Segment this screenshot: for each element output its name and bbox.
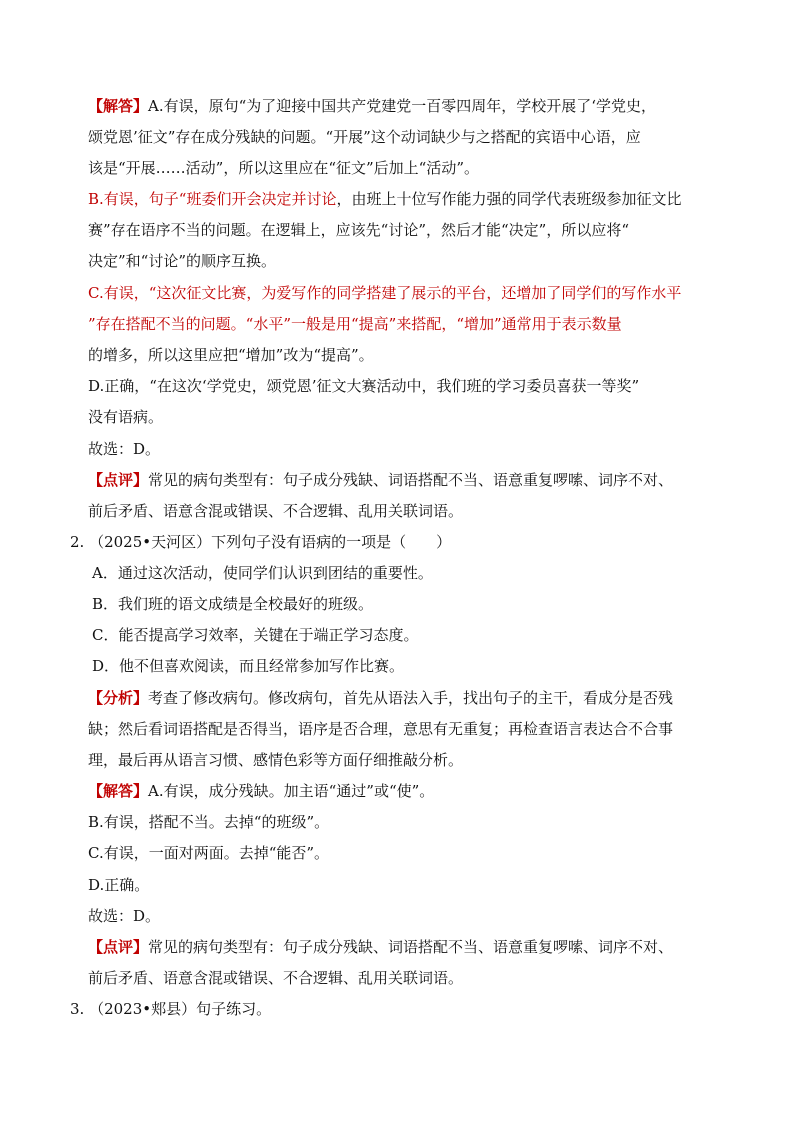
comment-tag: 【点评】 [88, 471, 149, 489]
option-b-label: B.有误，句子“ [88, 190, 187, 208]
q1-answer-line2: 颂党恩’征文”存在成分残缺的问题。“开展”这个动词缺少与之搭配的宾语中心语，应 [88, 128, 641, 146]
q1-answer-line1 [88, 91, 728, 122]
q2-option-b: B．我们班的语文成绩是全校最好的班级。 [92, 595, 374, 613]
q2-analysis-line3: 理，最后再从语言习惯、感情色彩等方面仔细推敲分析。 [88, 751, 464, 769]
q2-answer-d: D.正确。 [88, 876, 150, 894]
option-b-quote: 班委们开会决定并讨论 [186, 190, 337, 208]
q2-comment-line2: 前后矛盾、语意含混或错误、不合逻辑、乱用关联词语。 [88, 969, 464, 987]
option-c-quote: 这次征文比赛，为爱写作的同学搭建了展示的平台，还增加了同学们的写作水平 [156, 284, 682, 302]
comment-tag: 【点评】 [88, 938, 149, 956]
q2-choice: 故选：D。 [88, 907, 161, 925]
analysis-tag: 【分析】 [88, 689, 149, 707]
q2-option-a: A．通过这次活动，使同学们认识到团结的重要性。 [92, 564, 433, 582]
q1-option-d-line1: D.正确，“在这次‘学党史，颂党恩’征文大赛活动中，我们班的学习委员喜获一等奖” [88, 377, 640, 395]
option-c-label: C.有误，“ [88, 284, 157, 302]
q1-option-c-line2: ”存在搭配不当的问题。“水平”一般是用“提高”来搭配，“增加”通常用于表示数量 [88, 315, 622, 333]
q3-stem: 3. （2023•郏县）句子练习。 [70, 1000, 272, 1018]
q2-stem: 2. （2025•天河区）下列句子没有语病的一项是（ ） [70, 533, 452, 551]
q1-option-b-line1 [88, 184, 728, 215]
q1-answer-line3: 该是“开展……活动”，所以这里应在“征文”后加上“活动”。 [88, 159, 480, 177]
q1-choice: 故选：D。 [88, 440, 161, 458]
comment-text: 常见的病句类型有：句子成分残缺、词语搭配不当、语意重复啰嗦、词序不对、 [148, 471, 674, 489]
q1-comment-line1 [88, 465, 728, 496]
q2-answer-a [88, 776, 728, 807]
q2-analysis-line1 [88, 683, 728, 714]
q1-option-c-line1 [88, 278, 728, 309]
answer-text: A.有误，成分残缺。加主语“通过”或“使”。 [148, 782, 435, 800]
answer-tag: 【解答】 [88, 97, 149, 115]
q2-answer-b: B.有误，搭配不当。去掉“的班级”。 [88, 813, 330, 831]
analysis-text: 考查了修改病句。修改病句，首先从语法入手，找出句子的主干，看成分是否残 [148, 689, 674, 707]
option-b-rest: ，由班上十位写作能力强的同学代表班级参加征文比 [336, 190, 682, 208]
q2-option-d: D．他不但喜欢阅读，而且经常参加写作比赛。 [92, 657, 405, 675]
q2-answer-c: C.有误，一面对两面。去掉“能否”。 [88, 844, 330, 862]
answer-text: A.有误，原句“为了迎接中国共产党建党一百零四周年，学校开展了‘学党史， [148, 97, 657, 115]
answer-tag: 【解答】 [88, 782, 149, 800]
q1-comment-line2: 前后矛盾、语意含混或错误、不合逻辑、乱用关联词语。 [88, 502, 464, 520]
q2-comment-line1 [88, 932, 728, 963]
q1-option-d-line2: 没有语病。 [88, 408, 164, 426]
q1-option-b-line3: 决定”和“讨论”的顺序互换。 [88, 252, 277, 270]
q2-analysis-line2: 缺；然后看词语搭配是否得当，语序是否合理，意思有无重复；再检查语言表达合不合事 [88, 720, 674, 738]
q2-option-c: C．能否提高学习效率，关键在于端正学习态度。 [92, 626, 419, 644]
q1-option-c-line3: 的增多，所以这里应把“增加”改为“提高”。 [88, 346, 374, 364]
q1-option-b-line2: 赛”存在语序不当的问题。在逻辑上，应该先“讨论”，然后才能“决定”，所以应将“ [88, 221, 630, 239]
comment-text: 常见的病句类型有：句子成分残缺、词语搭配不当、语意重复啰嗦、词序不对、 [148, 938, 674, 956]
